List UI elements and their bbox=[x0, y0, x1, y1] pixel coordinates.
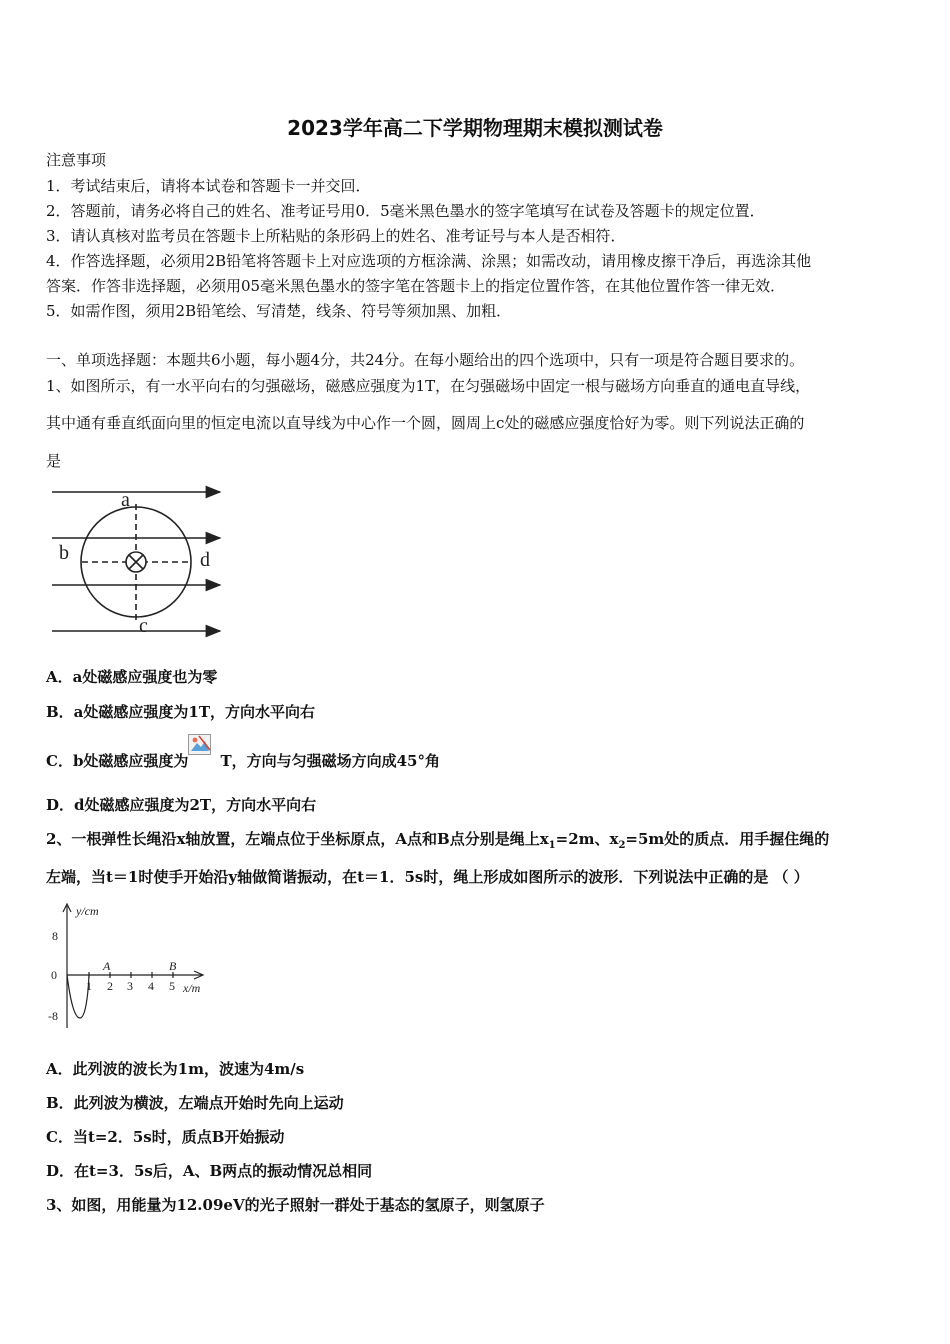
q2-option-a: A．此列波的波长为1m，波速为4m/s bbox=[46, 1060, 305, 1078]
x-tick-1: 1 bbox=[86, 979, 92, 993]
notice-item-3: 3．请认真核对监考员在答题卡上所粘贴的条形码上的姓名、准考证号与本人是否相符． bbox=[46, 227, 626, 245]
q1-option-c-prefix: C．b处磁感应强度为 bbox=[46, 752, 189, 770]
label-d: d bbox=[200, 549, 210, 571]
q2-stem-part-3: =5m处的质点．用手握住绳的 bbox=[625, 830, 830, 848]
q2-option-b: B．此列波为横波，左端点开始时先向上运动 bbox=[46, 1094, 344, 1112]
q1-option-a: A．a处磁感应强度也为零 bbox=[46, 668, 218, 686]
x-axis-label: x/m bbox=[183, 981, 201, 995]
q1-stem-line-3: 是 bbox=[46, 452, 62, 470]
q2-subscript-1: 1 bbox=[548, 840, 556, 851]
notice-item-5: 5．如需作图，须用2B铅笔绘、写清楚，线条、符号等须加黑、加粗． bbox=[46, 302, 512, 320]
q2-stem-part-2: =2m、x bbox=[555, 830, 619, 848]
notice-item-4: 4．作答选择题，必须用2B铅笔将答题卡上对应选项的方框涂满、涂黑；如需改动，请用橡皮擦干净后，再选涂其他 bbox=[46, 252, 812, 270]
page-title: 2023学年高二下学期物理期末模拟测试卷 bbox=[287, 116, 663, 140]
label-c: c bbox=[139, 615, 148, 637]
x-tick-5: 5 bbox=[169, 979, 175, 993]
y-tick-0: 0 bbox=[51, 968, 57, 982]
q1-magnetic-field-figure bbox=[46, 480, 230, 640]
q1-stem-line-1: 1、如图所示，有一水平向右的匀强磁场，磁感应强度为1T，在匀强磁场中固定一根与磁场方向垂直的通电直导线， bbox=[46, 377, 811, 395]
x-tick-4: 4 bbox=[148, 979, 154, 993]
q2-option-d: D．在t=3．5s后，A、B两点的振动情况总相同 bbox=[46, 1162, 373, 1180]
y-tick-neg8: -8 bbox=[48, 1009, 58, 1023]
q2-stem-line-1 bbox=[46, 829, 829, 856]
y-tick-8: 8 bbox=[52, 929, 58, 943]
q1-option-c-suffix: T，方向与匀强磁场方向成45°角 bbox=[220, 752, 440, 770]
q2-subscript-2: 2 bbox=[618, 840, 626, 851]
notice-heading: 注意事项 bbox=[46, 151, 107, 169]
broken-image-icon bbox=[188, 746, 218, 770]
label-a: a bbox=[121, 489, 130, 511]
q1-option-c bbox=[46, 746, 440, 771]
label-b: b bbox=[59, 542, 69, 564]
point-a-label: A bbox=[103, 959, 111, 973]
section-heading: 一、单项选择题：本题共6小题，每小题4分，共24分。在每小题给出的四个选项中，只有一项是符合题目要求的。 bbox=[46, 351, 805, 369]
q2-stem-part-1: 2、一根弹性长绳沿x轴放置，左端点位于坐标原点，A点和B点分别是绳上x bbox=[46, 830, 549, 848]
point-b-label: B bbox=[169, 959, 177, 973]
x-tick-3: 3 bbox=[127, 979, 133, 993]
notice-item-4-cont: 答案．作答非选择题，必须用05毫米黑色墨水的签字笔在答题卡上的指定位置作答，在其他位置作答一律无效． bbox=[46, 277, 786, 295]
q3-stem: 3、如图，用能量为12.09eV的光子照射一群处于基态的氢原子，则氢原子 bbox=[46, 1196, 545, 1214]
q1-option-b: B．a处磁感应强度为1T，方向水平向右 bbox=[46, 703, 315, 721]
x-tick-2: 2 bbox=[107, 979, 113, 993]
y-axis-label: y/cm bbox=[76, 904, 99, 918]
q2-stem-line-2: 左端，当t＝1时使手开始沿y轴做简谐振动，在t＝1．5s时，绳上形成如图所示的波形．下列说法中正确的是 （ ） bbox=[46, 868, 809, 886]
notice-item-2: 2．答题前，请务必将自己的姓名、准考证号用0．5毫米黑色墨水的签字笔填写在试卷及答题卡的规定位置． bbox=[46, 202, 765, 220]
notice-item-1: 1．考试结束后，请将本试卷和答题卡一并交回． bbox=[46, 177, 371, 195]
q1-option-d: D．d处磁感应强度为2T，方向水平向右 bbox=[46, 796, 317, 814]
q1-stem-line-2: 其中通有垂直纸面向里的恒定电流以直导线为中心作一个圆，圆周上c处的磁感应强度恰好为零。则下列说法正确的 bbox=[46, 414, 805, 432]
q2-wave-graph bbox=[46, 900, 216, 1040]
q2-option-c: C．当t=2．5s时，质点B开始振动 bbox=[46, 1128, 285, 1146]
